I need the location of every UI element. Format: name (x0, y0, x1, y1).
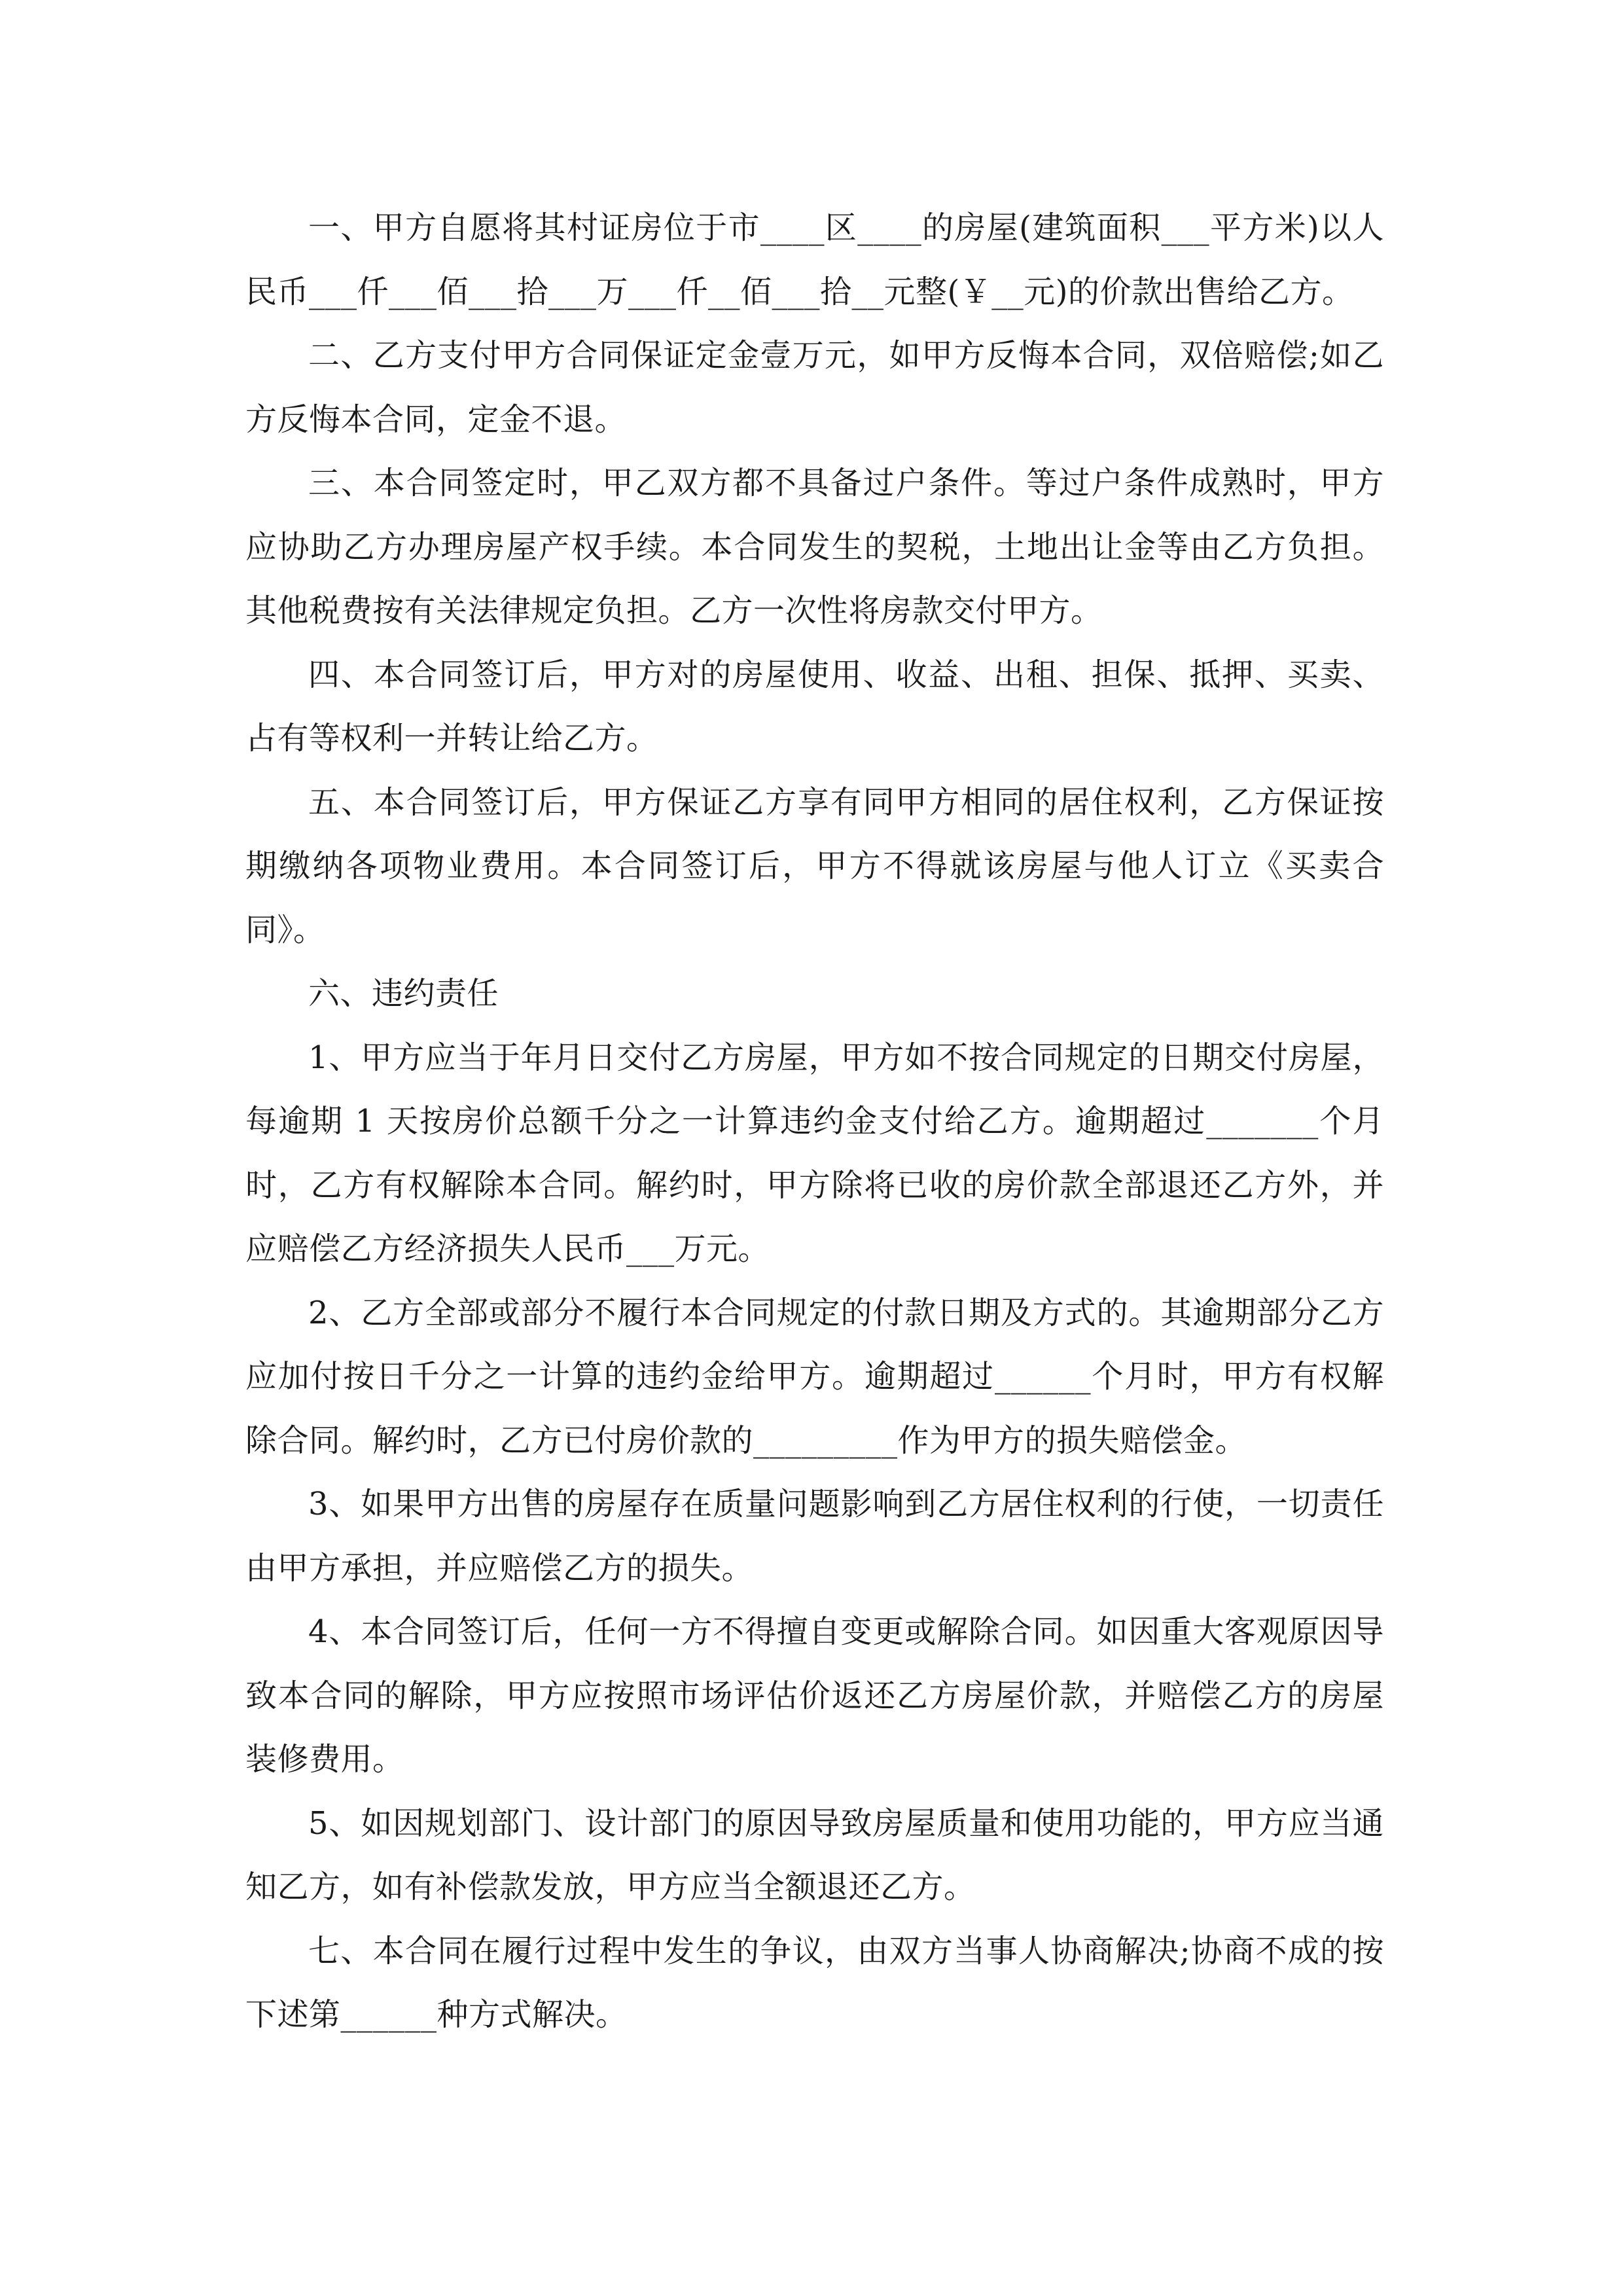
clause-6-heading: 六、违约责任 (308, 975, 499, 1012)
contract-body (245, 196, 1384, 2047)
clause-6-item-5: 5、如因规划部门、设计部门的原因导致房屋质量和使用功能的，甲方应当通知乙方，如有补偿款发放，甲方应当全额退还乙方。 (245, 1804, 1384, 1905)
clause-4-rights-transfer: 四、本合同签订后，甲方对的房屋使用、收益、出租、担保、抵押、买卖、占有等权利一并转让给乙方。 (245, 656, 1384, 757)
clause-6-item-1: 1、甲方应当于年月日交付乙方房屋，甲方如不按合同规定的日期交付房屋，每逾期 1 天按房价总额千分之一计算违约金支付给乙方。逾期超过_______个月时，乙方有权解除本合同。解约时，甲方除将已收的房价款全部退还乙方外，并应赔偿乙方经济损失人民币___万元。 (245, 1039, 1384, 1267)
clause-6-item-3: 3、如果甲方出售的房屋存在质量问题影响到乙方居住权利的行使，一切责任由甲方承担，并应赔偿乙方的损失。 (245, 1486, 1384, 1587)
clause-1-sale-price: 一、甲方自愿将其村证房位于市____区____的房屋(建筑面积___平方米)以人民币___仟___佰___拾___万___仟__佰___拾__元整(￥__元)的价款出售给乙方。 (245, 209, 1384, 310)
clause-6-item-4: 4、本合同签订后，任何一方不得擅自变更或解除合同。如因重大客观原因导致本合同的解除，甲方应按照市场评估价返还乙方房屋价款，并赔偿乙方的房屋装修费用。 (245, 1613, 1384, 1778)
clause-6-item-2: 2、乙方全部或部分不履行本合同规定的付款日期及方式的。其逾期部分乙方应加付按日千分之一计算的违约金给甲方。逾期超过______个月时，甲方有权解除合同。解约时，乙方已付房价款的_________作为甲方的损失赔偿金。 (245, 1294, 1384, 1459)
clause-5-residence-rights: 五、本合同签订后，甲方保证乙方享有同甲方相同的居住权利，乙方保证按期缴纳各项物业费用。本合同签订后，甲方不得就该房屋与他人订立《买卖合同》。 (245, 783, 1384, 948)
clause-2-deposit: 二、乙方支付甲方合同保证定金壹万元，如甲方反悔本合同，双倍赔偿;如乙方反悔本合同，定金不退。 (245, 337, 1384, 438)
clause-7-disputes: 七、本合同在履行过程中发生的争议，由双方当事人协商解决;协商不成的按下述第______种方式解决。 (245, 1932, 1384, 2033)
clause-3-transfer-conditions: 三、本合同签定时，甲乙双方都不具备过户条件。等过户条件成熟时，甲方应协助乙方办理房屋产权手续。本合同发生的契税，土地出让金等由乙方负担。其他税费按有关法律规定负担。乙方一次性将房款交付甲方。 (245, 465, 1384, 629)
